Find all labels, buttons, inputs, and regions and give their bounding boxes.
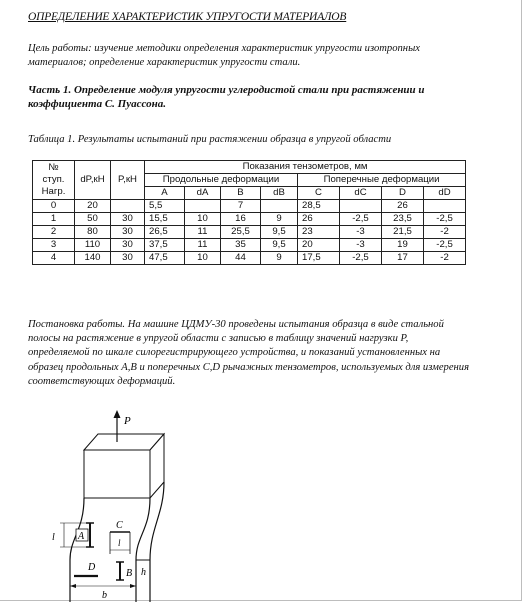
specimen-figure xyxy=(40,410,180,602)
specimen-drawing xyxy=(40,410,180,602)
table-cell: 28,5 xyxy=(298,200,340,213)
table-cell: -2 xyxy=(424,226,466,239)
table-cell xyxy=(340,200,382,213)
part-heading xyxy=(28,83,498,111)
document-title: ОПРЕДЕЛЕНИЕ ХАРАКТЕРИСТИК УПРУГОСТИ МАТЕРИАЛОВ xyxy=(28,11,347,23)
table-cell: 37,5 xyxy=(145,239,185,252)
table-cell: -2 xyxy=(424,252,466,265)
table-cell: 23 xyxy=(298,226,340,239)
b-dim-arrow xyxy=(130,584,136,588)
force-arrow-head xyxy=(114,410,121,418)
column-header: dC xyxy=(340,187,382,200)
thickness-label: h xyxy=(141,567,146,578)
table-cell: -2,5 xyxy=(340,252,382,265)
table-row xyxy=(33,200,466,213)
width-label: b xyxy=(102,590,107,601)
column-header: dA xyxy=(185,187,221,200)
table-cell: 80 xyxy=(75,226,111,239)
table-cell: 47,5 xyxy=(145,252,185,265)
column-header: A xyxy=(145,187,185,200)
table-cell: 35 xyxy=(221,239,261,252)
length-label-left: l xyxy=(52,532,55,543)
table-cell: -2,5 xyxy=(424,213,466,226)
statement-line: образец продольных A,B и поперечных C,D рычажных тензометров, используемых для измерения xyxy=(28,361,470,373)
table-cell: -2,5 xyxy=(424,239,466,252)
force-label: P xyxy=(124,415,131,427)
column-header: B xyxy=(221,187,261,200)
header-readings: Показания тензометров, мм xyxy=(145,161,466,174)
table-row xyxy=(33,213,466,226)
gauge-b-label: B xyxy=(126,568,133,579)
table-row xyxy=(33,226,466,239)
gauge-d-label: D xyxy=(88,562,96,573)
part-heading-line: Часть 1. Определение модуля упругости углеродистой стали при растяжении и xyxy=(28,84,425,96)
table-cell xyxy=(111,200,145,213)
table-cell: 30 xyxy=(111,239,145,252)
header-step-line: № xyxy=(48,162,59,173)
table-cell: 30 xyxy=(111,252,145,265)
header-step xyxy=(33,161,75,200)
table-cell: 20 xyxy=(298,239,340,252)
specimen-right-edge xyxy=(136,498,150,602)
table-caption: Таблица 1. Результаты испытаний при растяжении образца в упругой области xyxy=(28,134,392,145)
table-cell: 1 xyxy=(33,213,75,226)
table-row xyxy=(33,252,466,265)
table-cell xyxy=(185,200,221,213)
header-p: P,кН xyxy=(111,161,145,200)
table-cell: 10 xyxy=(185,213,221,226)
work-goal xyxy=(28,42,498,70)
table-cell: 11 xyxy=(185,239,221,252)
table-cell: 9,5 xyxy=(261,226,298,239)
problem-statement xyxy=(28,318,498,389)
table-cell: 9 xyxy=(261,213,298,226)
b-dim-arrow xyxy=(70,584,76,588)
work-goal-line: Цель работы: изучение методики определения характеристик упругости изотропных xyxy=(28,43,420,54)
statement-line: определяемой по шкале силорегистрирующего устройства, и показаний установленных на xyxy=(28,347,441,359)
statement-line: соответствующих деформаций. xyxy=(28,375,176,387)
results-table xyxy=(32,160,466,265)
table-cell: 2 xyxy=(33,226,75,239)
grip-front-face xyxy=(84,450,150,498)
column-header: dD xyxy=(424,187,466,200)
table-cell: 0 xyxy=(33,200,75,213)
table-cell: 16 xyxy=(221,213,261,226)
header-step-line: ступ. xyxy=(42,174,65,185)
table-row xyxy=(33,239,466,252)
statement-line: полосы на растяжение в упругой области с записью в таблицу значений нагрузки P, xyxy=(28,333,409,345)
table-cell: 26 xyxy=(298,213,340,226)
part-heading-line: коэффициента С. Пуассона. xyxy=(28,98,166,110)
column-header: D xyxy=(382,187,424,200)
table-cell: 110 xyxy=(75,239,111,252)
table-cell: 20 xyxy=(75,200,111,213)
gauge-a-label: A xyxy=(78,531,85,542)
table-cell: 30 xyxy=(111,226,145,239)
length-label-inner: l xyxy=(118,538,121,548)
table-cell: -3 xyxy=(340,239,382,252)
table-cell: -2,5 xyxy=(340,213,382,226)
table-cell: 5,5 xyxy=(145,200,185,213)
table-cell: 17 xyxy=(382,252,424,265)
statement-line: Постановка работы. На машине ЦДМУ-30 проведены испытания образца в виде стальной xyxy=(28,319,444,330)
specimen-back-edge xyxy=(150,482,164,602)
header-step-line: Нагр. xyxy=(41,186,66,197)
table-cell: 10 xyxy=(185,252,221,265)
column-header: dB xyxy=(261,187,298,200)
column-header: C xyxy=(298,187,340,200)
table-cell: 44 xyxy=(221,252,261,265)
table-cell: 25,5 xyxy=(221,226,261,239)
table-cell: 17,5 xyxy=(298,252,340,265)
table-cell: 21,5 xyxy=(382,226,424,239)
table-cell: 3 xyxy=(33,239,75,252)
table-cell: 15,5 xyxy=(145,213,185,226)
header-dp: dP,кН xyxy=(75,161,111,200)
table-cell: 9 xyxy=(261,252,298,265)
table-cell xyxy=(261,200,298,213)
table-cell: 23,5 xyxy=(382,213,424,226)
gauge-c-label: C xyxy=(116,520,123,531)
table-cell xyxy=(424,200,466,213)
table-cell: 9,5 xyxy=(261,239,298,252)
table-cell: -3 xyxy=(340,226,382,239)
table-cell: 19 xyxy=(382,239,424,252)
table-cell: 26 xyxy=(382,200,424,213)
table-cell: 30 xyxy=(111,213,145,226)
table-cell: 50 xyxy=(75,213,111,226)
table-cell: 11 xyxy=(185,226,221,239)
table-cell: 26,5 xyxy=(145,226,185,239)
work-goal-line: материалов; определение характеристик упругости стали. xyxy=(28,57,301,68)
header-transverse: Поперечные деформации xyxy=(298,174,466,187)
table-cell: 140 xyxy=(75,252,111,265)
table-cell: 4 xyxy=(33,252,75,265)
table-cell: 7 xyxy=(221,200,261,213)
table-body xyxy=(33,200,466,265)
header-longitudinal: Продольные деформации xyxy=(145,174,298,187)
